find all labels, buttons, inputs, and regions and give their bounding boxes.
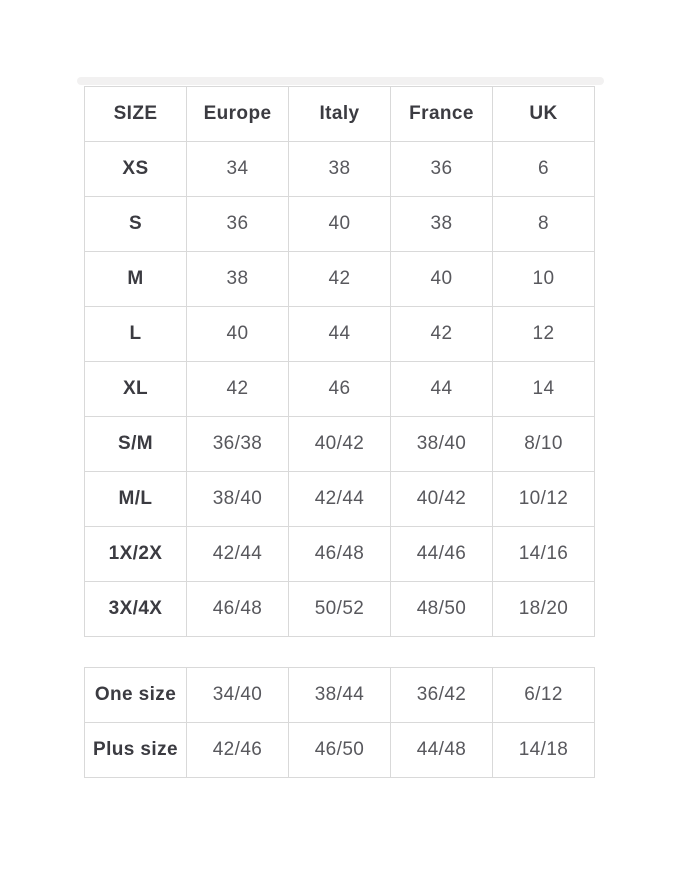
column-header-size: SIZE: [85, 87, 187, 142]
column-header-italy: Italy: [289, 87, 391, 142]
size-value-cell: 14/18: [493, 723, 595, 778]
size-value-cell: 42/44: [289, 472, 391, 527]
size-label-cell: XL: [85, 362, 187, 417]
size-value-cell: 42: [187, 362, 289, 417]
size-value-cell: 12: [493, 307, 595, 362]
size-value-cell: 40/42: [289, 417, 391, 472]
size-value-cell: 38/40: [187, 472, 289, 527]
size-value-cell: 46: [289, 362, 391, 417]
size-value-cell: 44: [391, 362, 493, 417]
size-label-cell: 1X/2X: [85, 527, 187, 582]
size-value-cell: 6/12: [493, 668, 595, 723]
size-value-cell: 14: [493, 362, 595, 417]
size-label-cell: One size: [85, 668, 187, 723]
size-label-cell: M: [85, 252, 187, 307]
size-value-cell: 42: [391, 307, 493, 362]
size-value-cell: 38: [289, 142, 391, 197]
size-value-cell: 46/48: [187, 582, 289, 637]
size-label-cell: S/M: [85, 417, 187, 472]
column-header-uk: UK: [493, 87, 595, 142]
size-value-cell: 36: [187, 197, 289, 252]
size-value-cell: 18/20: [493, 582, 595, 637]
size-value-cell: 50/52: [289, 582, 391, 637]
table-row-m-l: [85, 472, 595, 527]
size-label-cell: L: [85, 307, 187, 362]
table-row-plus-size: [85, 723, 595, 778]
size-value-cell: 36/38: [187, 417, 289, 472]
size-value-cell: 38: [391, 197, 493, 252]
size-value-cell: 40: [289, 197, 391, 252]
size-value-cell: 38/40: [391, 417, 493, 472]
size-value-cell: 10/12: [493, 472, 595, 527]
table-row-xs: [85, 142, 595, 197]
size-value-cell: 14/16: [493, 527, 595, 582]
size-value-cell: 44/48: [391, 723, 493, 778]
size-value-cell: 8: [493, 197, 595, 252]
table-row-xl: [85, 362, 595, 417]
size-value-cell: 34/40: [187, 668, 289, 723]
size-value-cell: 40: [187, 307, 289, 362]
size-value-cell: 42/44: [187, 527, 289, 582]
table-row-l: [85, 307, 595, 362]
cropped-element-edge: [77, 77, 604, 85]
size-value-cell: 36/42: [391, 668, 493, 723]
size-value-cell: 34: [187, 142, 289, 197]
table-row-3x-4x: [85, 582, 595, 637]
table-row-s-m: [85, 417, 595, 472]
size-value-cell: 44/46: [391, 527, 493, 582]
size-value-cell: 48/50: [391, 582, 493, 637]
special-sizes-table: [84, 667, 595, 778]
size-value-cell: 46/48: [289, 527, 391, 582]
size-label-cell: Plus size: [85, 723, 187, 778]
column-header-europe: Europe: [187, 87, 289, 142]
size-label-cell: S: [85, 197, 187, 252]
size-value-cell: 8/10: [493, 417, 595, 472]
size-value-cell: 42: [289, 252, 391, 307]
size-value-cell: 36: [391, 142, 493, 197]
table-row-m: [85, 252, 595, 307]
size-value-cell: 38/44: [289, 668, 391, 723]
size-value-cell: 40: [391, 252, 493, 307]
size-value-cell: 44: [289, 307, 391, 362]
column-header-france: France: [391, 87, 493, 142]
size-conversion-table: [84, 86, 595, 637]
table-row-s: [85, 197, 595, 252]
table-row-1x-2x: [85, 527, 595, 582]
size-label-cell: 3X/4X: [85, 582, 187, 637]
size-value-cell: 42/46: [187, 723, 289, 778]
table-header-row: [85, 87, 595, 142]
size-value-cell: 10: [493, 252, 595, 307]
size-value-cell: 46/50: [289, 723, 391, 778]
size-value-cell: 40/42: [391, 472, 493, 527]
size-value-cell: 38: [187, 252, 289, 307]
size-label-cell: XS: [85, 142, 187, 197]
size-label-cell: M/L: [85, 472, 187, 527]
size-value-cell: 6: [493, 142, 595, 197]
table-row-one-size: [85, 668, 595, 723]
